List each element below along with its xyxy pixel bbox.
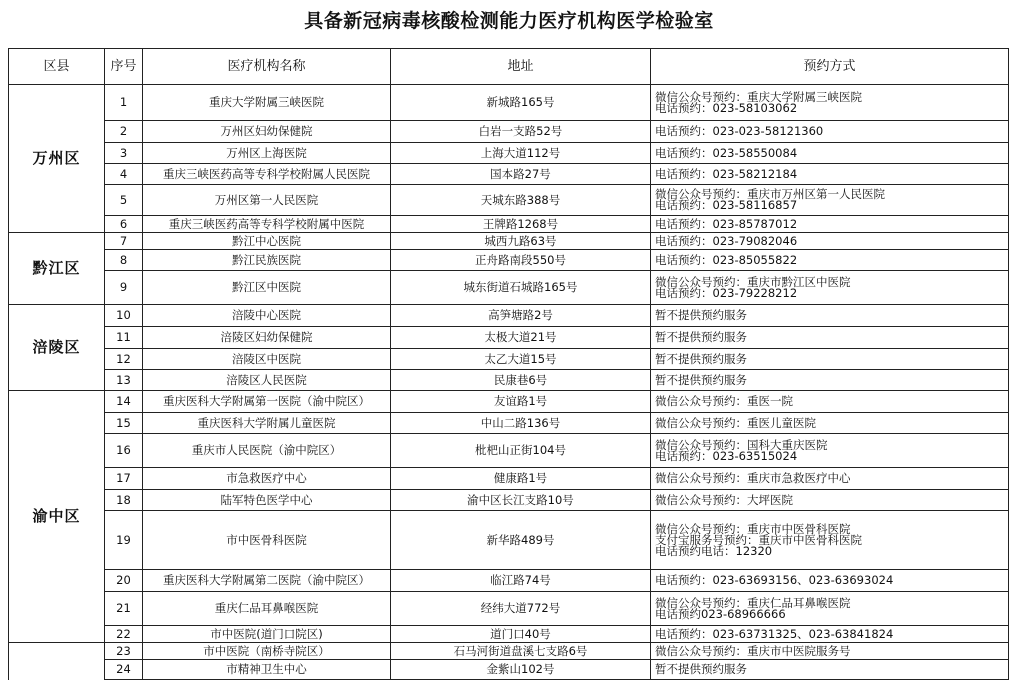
institution-name: 涪陵区人民医院 [143, 370, 391, 391]
institution-name: 市中医院（南桥寺院区） [143, 643, 391, 660]
address: 金紫山102号 [391, 660, 651, 680]
header-district: 区县 [9, 49, 105, 85]
table-row [9, 570, 1009, 592]
booking-line: 电话预约：023-63693156、023-63693024 [655, 573, 894, 587]
table-row [9, 643, 1009, 660]
institution-name: 市精神卫生中心 [143, 660, 391, 680]
booking-method [651, 85, 1009, 121]
page-title: 具备新冠病毒核酸检测能力医疗机构医学检验室 [304, 10, 714, 32]
row-number: 18 [105, 490, 143, 511]
row-number: 19 [105, 511, 143, 570]
booking-method [651, 626, 1009, 643]
row-number: 2 [105, 121, 143, 143]
table-row [9, 121, 1009, 143]
table-row [9, 370, 1009, 391]
row-number: 7 [105, 233, 143, 250]
table-row [9, 271, 1009, 305]
booking-line: 微信公众号预约：重庆市中医院服务号 [655, 643, 851, 658]
booking-line: 电话预约：023-85055822 [655, 252, 798, 267]
address: 枇杷山正街104号 [391, 434, 651, 468]
booking-method [651, 305, 1009, 327]
booking-line: 微信公众号预约：重庆大学附属三峡医院 [655, 89, 862, 104]
institution-name: 重庆医科大学附属第一医院（渝中院区） [143, 391, 391, 413]
address: 太乙大道15号 [391, 349, 651, 370]
institution-name: 黔江区中医院 [143, 271, 391, 305]
address: 上海大道112号 [391, 143, 651, 164]
booking-line: 电话预约：023-79082046 [655, 233, 798, 248]
table-row [9, 216, 1009, 233]
address: 健康路1号 [391, 468, 651, 490]
address: 城西九路63号 [391, 233, 651, 250]
district-cell: 涪陵区 [9, 305, 105, 391]
booking-line: 微信公众号预约：重庆市中医骨科医院 [655, 521, 851, 536]
row-number: 8 [105, 250, 143, 271]
booking-method [651, 413, 1009, 434]
table-row [9, 490, 1009, 511]
institution-name: 重庆医科大学附属儿童医院 [143, 413, 391, 434]
row-number: 1 [105, 85, 143, 121]
header-no: 序号 [105, 49, 143, 85]
institution-name: 重庆三峡医药高等专科学校附属人民医院 [143, 164, 391, 185]
row-number: 6 [105, 216, 143, 233]
table-row [9, 660, 1009, 680]
booking-method [651, 164, 1009, 185]
booking-method [651, 143, 1009, 164]
booking-line: 电话预约：023-58550084 [655, 145, 798, 160]
booking-line: 电话预约电话：12320 [655, 543, 773, 558]
booking-method [651, 592, 1009, 626]
table-row [9, 305, 1009, 327]
address: 新城路165号 [391, 85, 651, 121]
address: 中山二路136号 [391, 413, 651, 434]
address: 城东街道石城路165号 [391, 271, 651, 305]
institution-name: 万州区妇幼保健院 [143, 121, 391, 143]
address: 王牌路1268号 [391, 216, 651, 233]
booking-method [651, 468, 1009, 490]
booking-line: 暂不提供预约服务 [655, 330, 747, 344]
booking-line: 暂不提供预约服务 [655, 372, 747, 387]
table-row [9, 511, 1009, 570]
row-number: 11 [105, 327, 143, 349]
institution-name: 重庆三峡医药高等专科学校附属中医院 [143, 216, 391, 233]
table-row [9, 250, 1009, 271]
booking-line: 微信公众号预约：大坪医院 [655, 492, 793, 507]
institution-name: 市中医院(道门口院区) [143, 626, 391, 643]
booking-line: 微信公众号预约：重医儿童医院 [655, 415, 816, 430]
booking-line: 电话预约：023-58212184 [655, 166, 798, 181]
table-row [9, 468, 1009, 490]
booking-line: 电话预约：023-85787012 [655, 216, 798, 231]
booking-method [651, 250, 1009, 271]
booking-line: 暂不提供预约服务 [655, 308, 747, 322]
booking-method [651, 660, 1009, 680]
booking-method [651, 643, 1009, 660]
institution-name: 陆军特色医学中心 [143, 490, 391, 511]
booking-method [651, 511, 1009, 570]
address: 道门口40号 [391, 626, 651, 643]
address: 石马河街道盘溪七支路6号 [391, 643, 651, 660]
header-address: 地址 [391, 49, 651, 85]
booking-line: 电话预约：023-58116857 [655, 198, 798, 212]
address: 民康巷6号 [391, 370, 651, 391]
row-number: 21 [105, 592, 143, 626]
table-row [9, 327, 1009, 349]
institution-name: 市急救医疗中心 [143, 468, 391, 490]
booking-line: 微信公众号预约：重医一院 [655, 394, 793, 408]
booking-line: 微信公众号预约：重庆仁品耳鼻喉医院 [655, 595, 851, 610]
table-row [9, 164, 1009, 185]
district-cell: 渝中区 [9, 391, 105, 643]
table-row [9, 349, 1009, 370]
row-number: 15 [105, 413, 143, 434]
header-row [9, 49, 1009, 85]
booking-line: 暂不提供预约服务 [655, 351, 747, 366]
address: 渝中区长江支路10号 [391, 490, 651, 511]
district-cell: 万州区 [9, 85, 105, 233]
table-row [9, 233, 1009, 250]
booking-line: 电话预约：023-58103062 [655, 100, 798, 115]
table-row [9, 85, 1009, 121]
address: 临江路74号 [391, 570, 651, 592]
institution-name: 黔江中心医院 [143, 233, 391, 250]
table-row [9, 626, 1009, 643]
table-row [9, 143, 1009, 164]
row-number: 4 [105, 164, 143, 185]
institution-name: 市中医骨科医院 [143, 511, 391, 570]
row-number: 20 [105, 570, 143, 592]
district-cell [9, 643, 105, 680]
institution-name: 重庆医科大学附属第二医院（渝中院区） [143, 570, 391, 592]
table-row [9, 391, 1009, 413]
table-row [9, 413, 1009, 434]
row-number: 17 [105, 468, 143, 490]
address: 白岩一支路52号 [391, 121, 651, 143]
table-row [9, 434, 1009, 468]
booking-method [651, 216, 1009, 233]
row-number: 13 [105, 370, 143, 391]
institution-name: 万州区上海医院 [143, 143, 391, 164]
booking-method [651, 233, 1009, 250]
institution-name: 重庆市人民医院（渝中院区） [143, 434, 391, 468]
table-row [9, 592, 1009, 626]
address: 正舟路南段550号 [391, 250, 651, 271]
booking-method [651, 434, 1009, 468]
booking-method [651, 349, 1009, 370]
booking-line: 暂不提供预约服务 [655, 662, 747, 676]
booking-method [651, 370, 1009, 391]
row-number: 3 [105, 143, 143, 164]
row-number: 12 [105, 349, 143, 370]
row-number: 14 [105, 391, 143, 413]
row-number: 5 [105, 185, 143, 216]
booking-method [651, 185, 1009, 216]
institution-name: 黔江民族医院 [143, 250, 391, 271]
institution-name: 万州区第一人民医院 [143, 185, 391, 216]
booking-line: 微信公众号预约：重庆市万州区第一人民医院 [655, 187, 885, 201]
booking-line: 电话预约：023-023-58121360 [655, 124, 824, 138]
booking-line: 电话预约：023-63731325、023-63841824 [655, 626, 894, 641]
booking-line: 电话预约：023-79228212 [655, 285, 798, 300]
institution-name: 涪陵中心医院 [143, 305, 391, 327]
address: 新华路489号 [391, 511, 651, 570]
district-cell: 黔江区 [9, 233, 105, 305]
row-number: 10 [105, 305, 143, 327]
address: 友谊路1号 [391, 391, 651, 413]
header-booking: 预约方式 [651, 49, 1009, 85]
booking-method [651, 271, 1009, 305]
booking-line: 支付宝服务号预约：重庆市中医骨科医院 [655, 532, 862, 547]
booking-method [651, 327, 1009, 349]
booking-method [651, 391, 1009, 413]
booking-method [651, 570, 1009, 592]
row-number: 23 [105, 643, 143, 660]
address: 国本路27号 [391, 164, 651, 185]
row-number: 9 [105, 271, 143, 305]
address: 经纬大道772号 [391, 592, 651, 626]
row-number: 16 [105, 434, 143, 468]
institution-name: 重庆仁品耳鼻喉医院 [143, 592, 391, 626]
booking-line: 电话预约：023-63515024 [655, 448, 798, 463]
booking-line: 微信公众号预约：重庆市急救医疗中心 [655, 471, 851, 485]
institution-name: 涪陵区中医院 [143, 349, 391, 370]
address: 太极大道21号 [391, 327, 651, 349]
institution-name: 涪陵区妇幼保健院 [143, 327, 391, 349]
table-row [9, 185, 1009, 216]
booking-line: 微信公众号预约：重庆市黔江区中医院 [655, 274, 851, 289]
booking-method [651, 490, 1009, 511]
institution-name: 重庆大学附属三峡医院 [143, 85, 391, 121]
address: 天城东路388号 [391, 185, 651, 216]
row-number: 22 [105, 626, 143, 643]
address: 高笋塘路2号 [391, 305, 651, 327]
header-name: 医疗机构名称 [143, 49, 391, 85]
hospital-table [8, 48, 1009, 680]
booking-method [651, 121, 1009, 143]
booking-line: 微信公众号预约：国科大重庆医院 [655, 437, 828, 452]
row-number: 24 [105, 660, 143, 680]
booking-line: 电话预约023-68966666 [655, 606, 786, 621]
